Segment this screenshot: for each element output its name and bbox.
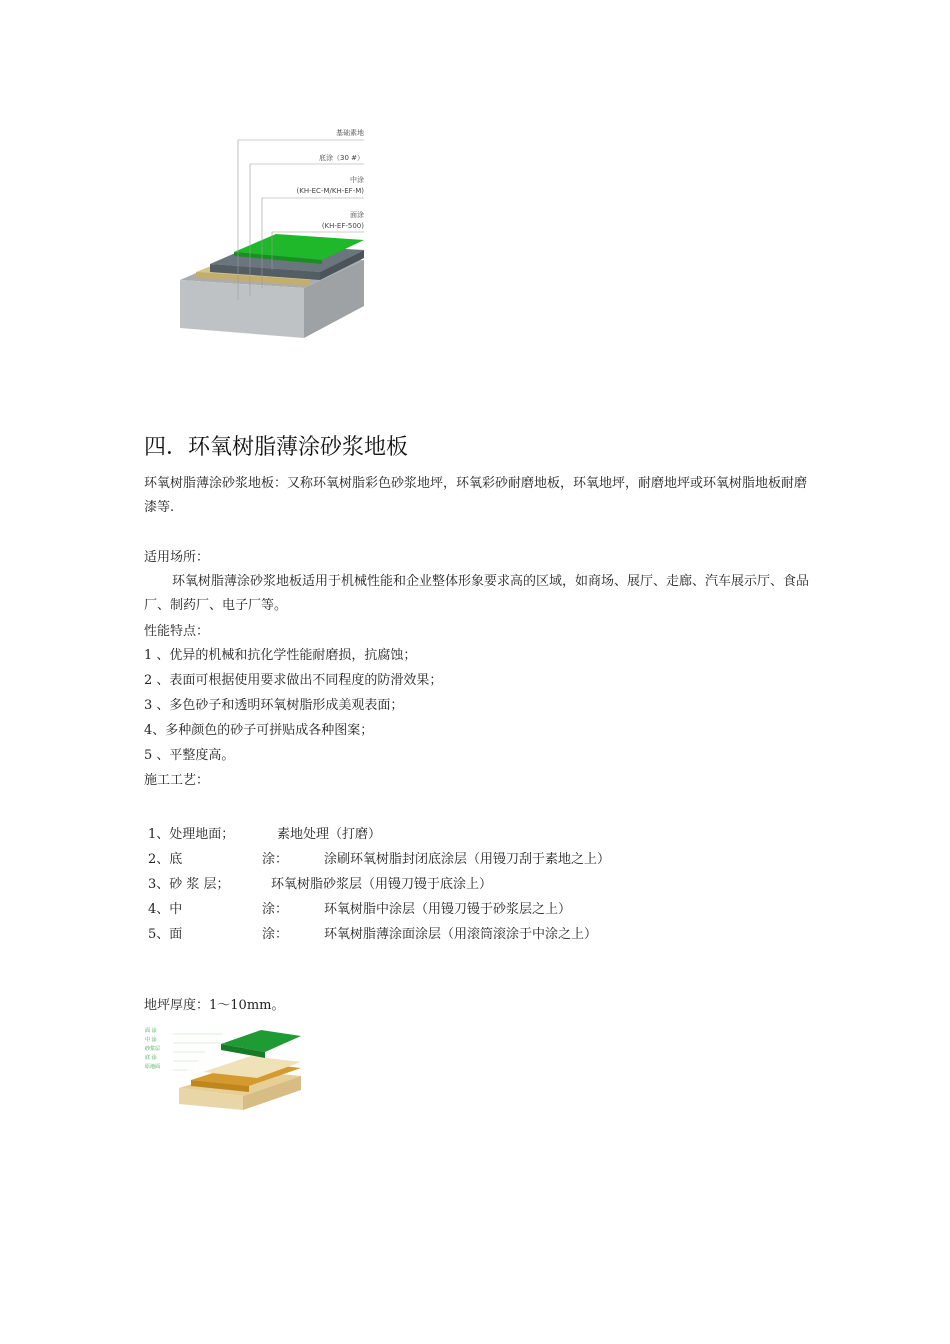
feature-item: 1 、优异的机械和抗化学性能耐磨损，抗腐蚀； (144, 648, 417, 663)
label-mid: 中 涂 (145, 1037, 157, 1043)
section-title: 四．环氧树脂薄涂砂浆地板 (144, 435, 409, 460)
label-primer: 底涂（30 #） (319, 154, 364, 162)
label-mid-code: (KH-EC-M/KH-EF-M) (296, 187, 364, 195)
label-mortar: 砂浆层 (145, 1046, 161, 1052)
process-desc: 环氧树脂中涂层（用镘刀镘于砂浆层之上） (324, 902, 572, 917)
label-top: 面 涂 (145, 1028, 157, 1034)
label-top-code: (KH-EF-500) (321, 222, 364, 230)
process-desc: 素地处理（打磨） (277, 827, 382, 842)
label-top: 面涂 (350, 211, 364, 219)
floor-layer-diagram (170, 120, 380, 350)
label-base: 基础素地 (336, 129, 364, 137)
process-desc: 环氧树脂薄涂面涂层（用滚筒滚涂于中涂之上） (324, 927, 598, 942)
process-desc: 环氧树脂砂浆层（用镘刀镘于底涂上） (271, 877, 493, 892)
process-step: 1、处理地面； (148, 827, 235, 842)
process-sep: 涂： (262, 902, 289, 917)
usage-heading: 适用场所： (144, 550, 210, 565)
process-heading: 施工工艺： (144, 773, 210, 788)
label-mid: 中涂 (350, 176, 364, 184)
intro-paragraph: 环氧树脂薄涂砂浆地板：又称环氧树脂彩色砂浆地坪，环氧彩砂耐磨地板，环氧地坪，耐磨地坪或环氧树脂地板耐磨漆等. (144, 476, 808, 515)
process-step: 2、底 (148, 852, 183, 867)
process-step: 4、中 (148, 902, 183, 917)
label-primer: 底 涂 (145, 1055, 157, 1061)
usage-paragraph: 环氧树脂薄涂砂浆地板适用于机械性能和企业整体形象要求高的区域，如商场、展厅、走廊、汽车展示厅、食品厂、制药厂、电子厂等。 (144, 574, 810, 613)
mortar-layer-diagram (143, 1022, 313, 1110)
process-step: 3、砂 浆 层； (148, 877, 230, 892)
process-sep: 涂： (262, 927, 289, 942)
feature-item: 3 、多色砂子和透明环氧树脂形成美观表面； (144, 698, 404, 713)
label-base: 原地面 (145, 1064, 161, 1070)
process-sep: 涂： (262, 852, 289, 867)
features-heading: 性能特点： (144, 624, 210, 639)
process-desc: 涂刷环氧树脂封闭底涂层（用镘刀刮于素地之上） (324, 852, 611, 867)
feature-item: 5 、平整度高。 (144, 748, 235, 763)
process-step: 5、面 (148, 927, 183, 942)
concrete-front (180, 280, 304, 338)
feature-item: 4、多种颜色的砂子可拼贴成各种图案； (144, 723, 374, 738)
feature-item: 2 、表面可根据使用要求做出不同程度的防滑效果； (144, 673, 443, 688)
thickness-text: 地坪厚度：1～10mm。 (144, 998, 285, 1013)
